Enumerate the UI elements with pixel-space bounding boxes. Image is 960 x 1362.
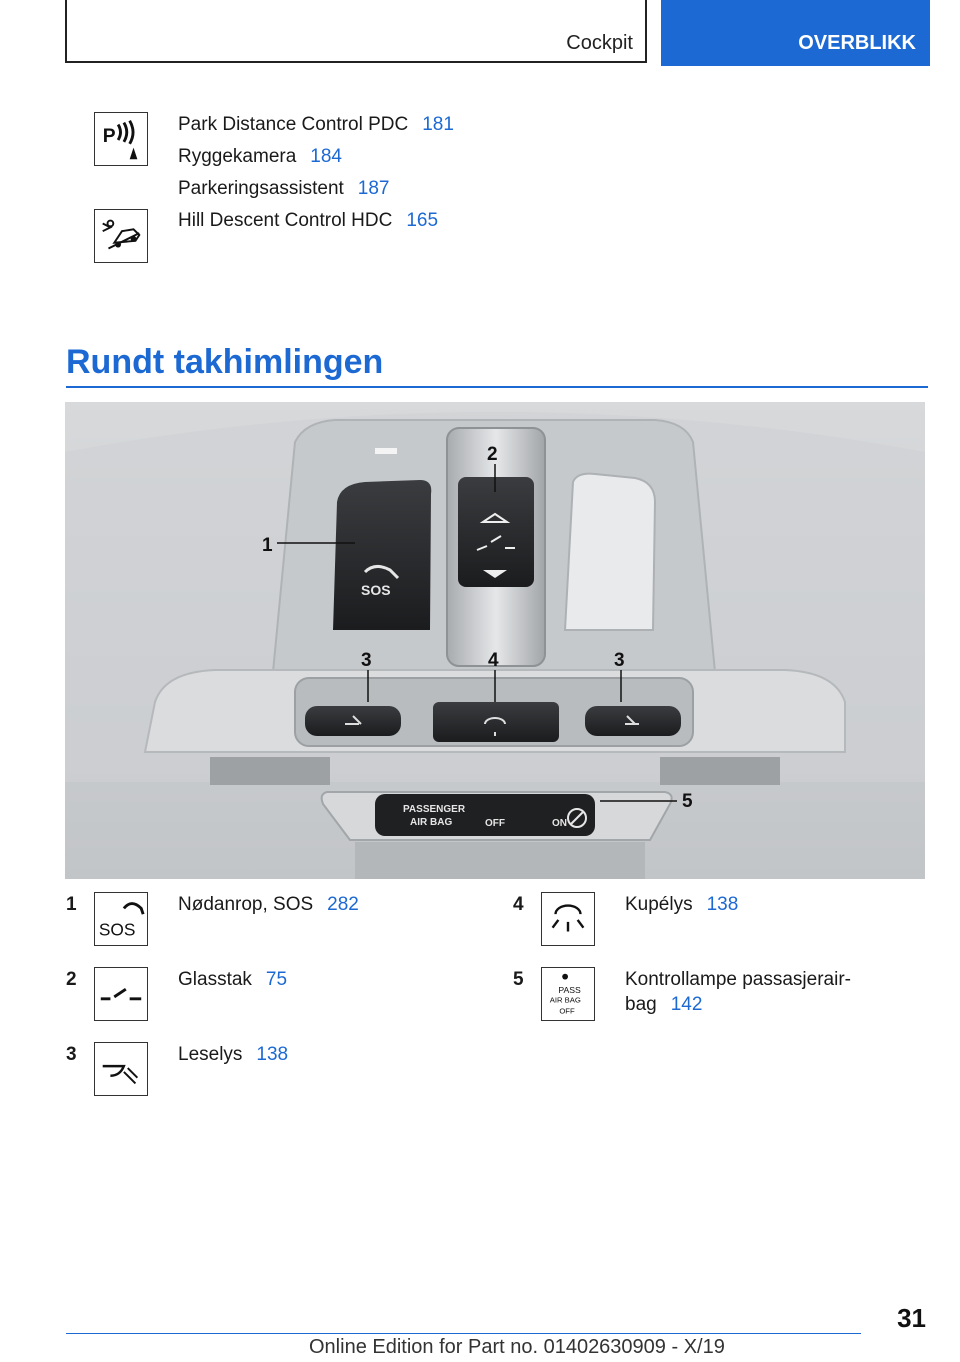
svg-text:PASS: PASS [558,985,581,996]
list-item: Parkeringsassistent 187 [178,178,390,199]
page-number: 31 [897,1303,926,1333]
legend-text: Glasstak 75 [178,969,288,990]
page-link[interactable]: 184 [310,146,342,167]
legend-text: Kontrollampe passasjerair- [625,969,851,990]
section-heading: Rundt takhimlingen [66,343,384,381]
callout-5: 5 [682,791,693,812]
page-link[interactable]: 138 [256,1044,289,1065]
legend-text: Nødanrop, SOS 282 [178,894,359,915]
callout-1: 1 [262,535,273,556]
reading-light-icon [94,1042,148,1096]
legend-number: 4 [513,894,524,915]
page-link[interactable]: 181 [422,114,454,135]
glass-roof-icon [94,967,148,1021]
list-item: Hill Descent Control HDC 165 [178,210,439,231]
page-link[interactable]: 142 [670,994,703,1015]
callout-4: 4 [488,650,499,671]
list-item: Ryggekamera 184 [178,146,342,167]
svg-text:OFF: OFF [559,1006,575,1016]
legend-text: Kupélys 138 [625,894,739,915]
callout-3-left: 3 [361,650,372,671]
legend-text: Leselys 138 [178,1044,289,1065]
hdc-icon [94,209,148,263]
callout-2: 2 [487,444,498,465]
sos-text: SOS [361,582,391,598]
svg-text:P: P [102,125,116,147]
svg-text:AIR BAG: AIR BAG [549,995,581,1005]
interior-light-icon [541,892,595,946]
heading-rule [66,386,928,388]
page-link[interactable]: 75 [265,969,288,990]
footer-text: Online Edition for Part no. 01402630909 - X/19 [309,1336,725,1358]
section-tab [65,0,647,63]
list-item: Park Distance Control PDC 181 [178,114,454,135]
airbag-off-lamp-icon [541,967,595,1021]
page-link[interactable]: 187 [357,178,390,199]
pdc-icon [94,112,148,166]
sos-icon [94,892,148,946]
legend-number: 1 [66,894,77,915]
legend-number: 5 [513,969,524,990]
airbag-label-1: PASSENGER [403,804,466,815]
chapter-tab [661,0,930,66]
page-link[interactable]: 282 [327,894,359,915]
legend-number: 2 [66,969,77,990]
on-label: ON [552,818,567,829]
page-link[interactable]: 165 [406,210,439,231]
svg-text:SOS: SOS [98,919,136,940]
legend-number: 3 [66,1044,77,1065]
overhead-console-photo [65,402,925,879]
page-header [65,0,930,66]
footer-rule [66,1333,861,1334]
legend-text: bag 142 [625,994,703,1015]
callout-3-right: 3 [614,650,625,671]
page-link[interactable]: 138 [706,894,739,915]
chapter-label: OVERBLIKK [798,32,916,54]
section-label: Cockpit [566,32,633,54]
off-label: OFF [485,818,505,829]
airbag-label-2: AIR BAG [410,817,453,828]
